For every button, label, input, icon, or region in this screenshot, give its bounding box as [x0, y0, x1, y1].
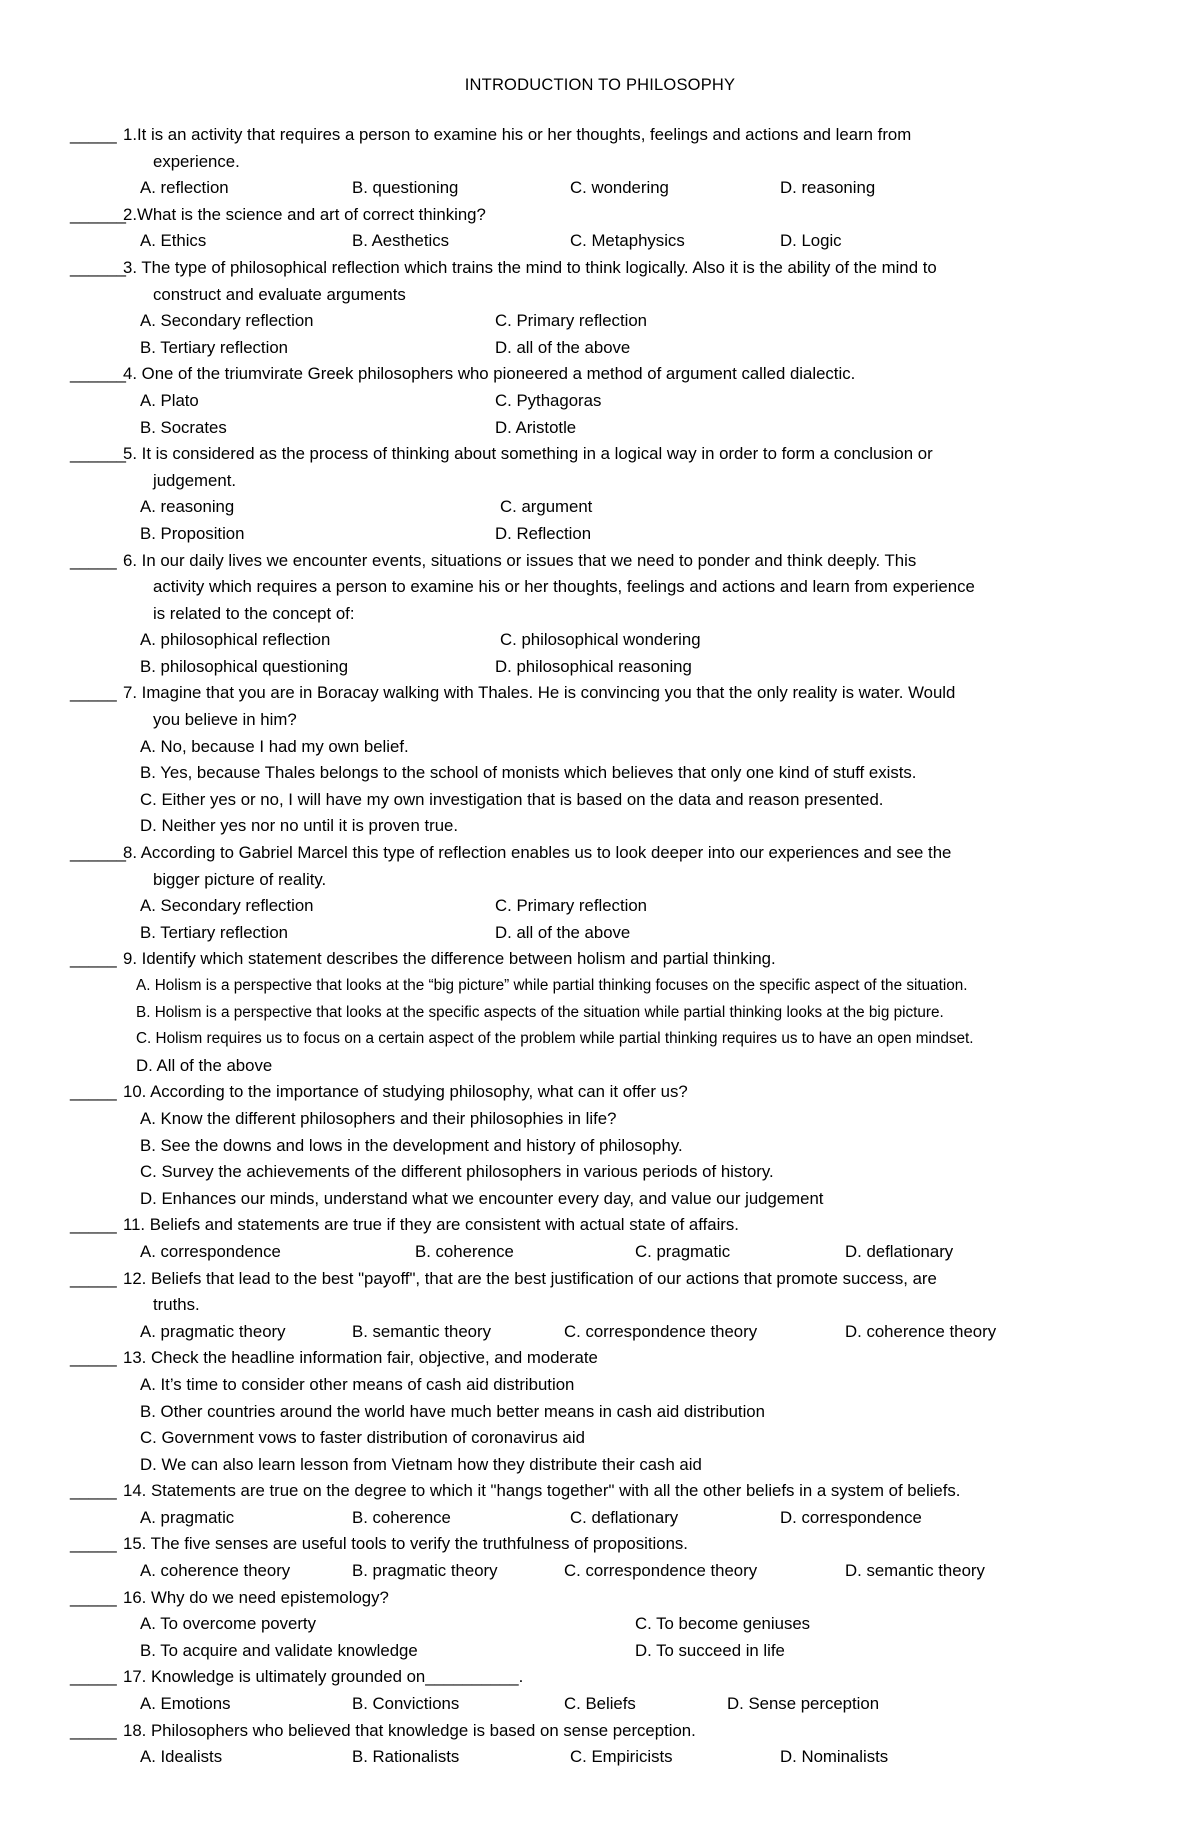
answer-option: A. Holism is a perspective that looks at the “big picture” while partial thinking focuses on the specific aspect of the situation.: [136, 977, 968, 994]
answer-option: A. Emotions: [140, 1694, 231, 1714]
question-item: [70, 1531, 1150, 1584]
answer-blank: _____: [70, 1667, 117, 1687]
answer-option: B. pragmatic theory: [352, 1561, 498, 1581]
question-line: [70, 1585, 1150, 1612]
question-item: [70, 680, 1150, 840]
question-text: 10. According to the importance of studying philosophy, what can it offer us?: [123, 1082, 688, 1102]
question-text: 17. Knowledge is ultimately grounded on__________.: [123, 1667, 524, 1687]
answer-options-row: [70, 920, 1150, 947]
answer-option: D. Aristotle: [495, 417, 577, 437]
question-item: [70, 1718, 1150, 1771]
answer-option: C. correspondence theory: [564, 1561, 758, 1581]
answer-option: B. Proposition: [140, 523, 245, 543]
question-text-continued: bigger picture of reality.: [153, 869, 327, 889]
question-text: 9. Identify which statement describes the difference between holism and partial thinking.: [123, 949, 776, 969]
question-item: [70, 441, 1150, 547]
answer-options-row: [70, 1319, 1150, 1346]
question-text: 7. Imagine that you are in Boracay walking with Thales. He is convincing you that the only reality is water. Would: [123, 683, 956, 703]
question-line: [70, 1664, 1150, 1691]
answer-option: A. pragmatic: [140, 1507, 235, 1527]
answer-options-row: [70, 228, 1150, 255]
answer-option: C. Beliefs: [564, 1694, 636, 1714]
question-line: [70, 840, 1150, 867]
answer-option: C. Empiricists: [570, 1747, 673, 1767]
answer-option: A. correspondence: [140, 1241, 281, 1261]
answer-options-row: [70, 654, 1150, 681]
question-line: [70, 255, 1150, 282]
answer-option: B. philosophical questioning: [140, 656, 349, 676]
answer-options-row: [70, 1239, 1150, 1266]
answer-option: C. wondering: [570, 178, 669, 198]
answer-blank: _____: [70, 550, 117, 570]
answer-blank: ______: [70, 364, 126, 384]
question-text-continued: judgement.: [153, 470, 237, 490]
answer-options-row: [70, 175, 1150, 202]
answer-option: B. Yes, because Thales belongs to the school of monists which believes that only one kind of stuff exists.: [140, 763, 917, 783]
question-item: [70, 1478, 1150, 1531]
answer-blank: _____: [70, 1720, 117, 1740]
answer-blank: _____: [70, 1587, 117, 1607]
question-text-continued: activity which requires a person to examine his or her thoughts, feelings and actions and learn from experience: [153, 577, 975, 597]
answer-option: B. Convictions: [352, 1694, 460, 1714]
question-text: 15. The five senses are useful tools to verify the truthfulness of propositions.: [123, 1534, 688, 1554]
answer-option: A. reasoning: [140, 497, 235, 517]
answer-blank: _____: [70, 125, 117, 144]
answer-options: [70, 973, 1150, 1079]
answer-option: D. Reflection: [495, 523, 592, 543]
answer-option: D. We can also learn lesson from Vietnam how they distribute their cash aid: [140, 1454, 702, 1474]
answer-blank: _____: [70, 1481, 117, 1501]
answer-options-row: [70, 335, 1150, 362]
answer-option: B. Aesthetics: [352, 231, 450, 251]
answer-option: C. argument: [500, 497, 593, 517]
answer-option: D. philosophical reasoning: [495, 656, 692, 676]
answer-options: [70, 734, 1150, 840]
answer-options: [70, 1106, 1150, 1212]
question-item: [70, 1212, 1150, 1265]
answer-option: A. Idealists: [140, 1747, 223, 1767]
question-text: 5. It is considered as the process of thinking about something in a logical way in order to form a conclusion or: [123, 444, 933, 464]
answer-option: D. all of the above: [495, 337, 631, 357]
answer-option: B. Holism is a perspective that looks at the specific aspects of the situation while partial thinking looks at the big picture.: [136, 1003, 944, 1021]
answer-option: C. Either yes or no, I will have my own investigation that is based on the data and reason presented.: [140, 789, 884, 809]
answer-options-row: [70, 415, 1150, 442]
question-item: [70, 361, 1150, 441]
question-line: [70, 946, 1150, 973]
question-line: [70, 1212, 1150, 1239]
question-text: 1.It is an activity that requires a person to examine his or her thoughts, feelings and actions and learn from: [123, 125, 912, 144]
answer-option: C. Holism requires us to focus on a certain aspect of the problem while partial thinking requires us to have an open mindset.: [136, 1030, 974, 1048]
answer-option: B. See the downs and lows in the development and history of philosophy.: [140, 1135, 683, 1155]
answer-options-row: [70, 627, 1150, 654]
question-item: [70, 255, 1150, 361]
answer-options-row: [70, 494, 1150, 521]
answer-option: C. Primary reflection: [495, 896, 647, 916]
question-item: [70, 1664, 1150, 1717]
answer-option: A. Ethics: [140, 231, 207, 251]
question-line: [70, 1531, 1150, 1558]
answer-option: C. pragmatic: [635, 1241, 731, 1261]
answer-options-row: [70, 1505, 1150, 1532]
answer-option: D. reasoning: [780, 178, 876, 198]
answer-option: C. Government vows to faster distribution of coronavirus aid: [140, 1428, 585, 1448]
answer-options-row: [70, 893, 1150, 920]
answer-option: D. correspondence: [780, 1507, 922, 1527]
answer-option: B. Tertiary reflection: [140, 337, 288, 357]
answer-options-row: [70, 1558, 1150, 1585]
question-line: [70, 548, 1150, 575]
answer-blank: ______: [70, 204, 126, 224]
question-item: [70, 202, 1150, 255]
question-line: [70, 122, 1150, 149]
question-text-continued: truths.: [153, 1295, 200, 1315]
answer-blank: ______: [70, 444, 126, 464]
answer-blank: ______: [70, 843, 126, 863]
answer-options-row: [70, 1638, 1150, 1665]
answer-option: B. Rationalists: [352, 1747, 460, 1767]
answer-option: A. Plato: [140, 390, 199, 410]
question-text: 18. Philosophers who believed that knowledge is based on sense perception.: [123, 1720, 696, 1740]
answer-option: C. Metaphysics: [570, 231, 685, 251]
question-item: [70, 548, 1150, 681]
question-item: [70, 840, 1150, 946]
answer-option: C. correspondence theory: [564, 1321, 758, 1341]
answer-option: D. deflationary: [845, 1241, 954, 1261]
answer-blank: ______: [70, 257, 126, 277]
answer-blank: _____: [70, 1534, 117, 1554]
question-line: [70, 1345, 1150, 1372]
question-line: [70, 361, 1150, 388]
question-item: [70, 1345, 1150, 1478]
answer-options-row: [70, 1691, 1150, 1718]
answer-blank: _____: [70, 949, 117, 969]
answer-option: D. Neither yes nor no until it is proven true.: [140, 816, 459, 836]
answer-option: C. To become geniuses: [635, 1614, 811, 1634]
answer-option: D. Enhances our minds, understand what we encounter every day, and value our judgement: [140, 1188, 824, 1208]
answer-option: A. It’s time to consider other means of cash aid distribution: [140, 1374, 575, 1394]
answer-option: D. To succeed in life: [635, 1640, 785, 1660]
answer-option: C. Primary reflection: [495, 311, 647, 331]
answer-options-row: [70, 1611, 1150, 1638]
answer-option: C. Pythagoras: [495, 390, 602, 410]
question-text: 12. Beliefs that lead to the best "payoff", that are the best justification of our actions that promote success, are: [123, 1268, 937, 1288]
answer-blank: _____: [70, 1268, 117, 1288]
answer-option: A. philosophical reflection: [140, 630, 331, 650]
answer-option: A. Secondary reflection: [140, 311, 314, 331]
question-text: 4. One of the triumvirate Greek philosophers who pioneered a method of argument called dialectic.: [123, 364, 856, 384]
answer-blank: _____: [70, 1082, 117, 1102]
question-text: 3. The type of philosophical reflection which trains the mind to think logically. Also it is the ability of the mind to: [123, 257, 937, 277]
answer-option: D. All of the above: [136, 1055, 273, 1075]
question-text: 16. Why do we need epistemology?: [123, 1587, 389, 1607]
answer-option: A. coherence theory: [140, 1561, 291, 1581]
question-text: 14. Statements are true on the degree to which it "hangs together" with all the other beliefs in a system of beliefs.: [123, 1481, 961, 1501]
answer-options-row: [70, 521, 1150, 548]
answer-option: B. coherence: [415, 1241, 514, 1261]
answer-option: B. coherence: [352, 1507, 451, 1527]
answer-options: [70, 1372, 1150, 1478]
answer-option: D. all of the above: [495, 922, 631, 942]
answer-option: D. Nominalists: [780, 1747, 889, 1767]
question-text-continued: construct and evaluate arguments: [153, 284, 406, 304]
answer-option: A. pragmatic theory: [140, 1321, 286, 1341]
answer-blank: _____: [70, 1215, 117, 1235]
answer-blank: _____: [70, 1348, 117, 1368]
question-text: 8. According to Gabriel Marcel this type of reflection enables us to look deeper into our experiences and see the: [123, 843, 952, 863]
answer-option: B. Other countries around the world have much better means in cash aid distribution: [140, 1401, 765, 1421]
question-text: 2.What is the science and art of correct thinking?: [123, 204, 486, 224]
question-line: [70, 1079, 1150, 1106]
answer-options-row: [70, 1744, 1150, 1771]
answer-option: B. questioning: [352, 178, 459, 198]
answer-options-row: [70, 388, 1150, 415]
answer-option: D. Logic: [780, 231, 842, 251]
question-text: 6. In our daily lives we encounter events, situations or issues that we need to ponder and think deeply. This: [123, 550, 917, 570]
question-item: [70, 946, 1150, 1079]
question-item: [70, 1585, 1150, 1665]
question-text-continued: experience.: [153, 151, 240, 171]
question-text: 13. Check the headline information fair, objective, and moderate: [123, 1348, 598, 1368]
answer-option: A. To overcome poverty: [140, 1614, 316, 1634]
answer-option: B. To acquire and validate knowledge: [140, 1640, 418, 1660]
question-line: [70, 1718, 1150, 1745]
answer-option: B. Tertiary reflection: [140, 922, 288, 942]
answer-blank: _____: [70, 683, 117, 703]
question-text-continued: is related to the concept of:: [153, 603, 355, 623]
question-text-continued: you believe in him?: [153, 710, 297, 730]
answer-option: A. Secondary reflection: [140, 896, 314, 916]
question-item: [70, 1079, 1150, 1212]
question-item: [70, 1266, 1150, 1346]
answer-option: D. semantic theory: [845, 1561, 985, 1581]
question-line: [70, 1478, 1150, 1505]
answer-options-row: [70, 308, 1150, 335]
question-text: 11. Beliefs and statements are true if they are consistent with actual state of affairs.: [123, 1215, 739, 1235]
question-list: [70, 122, 1150, 1771]
question-line: [70, 202, 1150, 229]
answer-option: D. Sense perception: [727, 1694, 880, 1714]
answer-option: A. reflection: [140, 178, 229, 198]
question-line: [70, 441, 1150, 468]
question-line: [70, 1266, 1150, 1293]
answer-option: C. deflationary: [570, 1507, 679, 1527]
answer-option: B. Socrates: [140, 417, 227, 437]
answer-option: C. philosophical wondering: [500, 630, 701, 650]
question-line: [70, 680, 1150, 707]
page-title: INTRODUCTION TO PHILOSOPHY: [464, 76, 736, 94]
answer-option: A. No, because I had my own belief.: [140, 736, 409, 756]
answer-option: D. coherence theory: [845, 1321, 997, 1341]
answer-option: C. Survey the achievements of the different philosophers in various periods of history.: [140, 1162, 774, 1182]
answer-option: B. semantic theory: [352, 1321, 491, 1341]
question-item: [70, 122, 1150, 202]
answer-option: A. Know the different philosophers and their philosophies in life?: [140, 1108, 617, 1128]
